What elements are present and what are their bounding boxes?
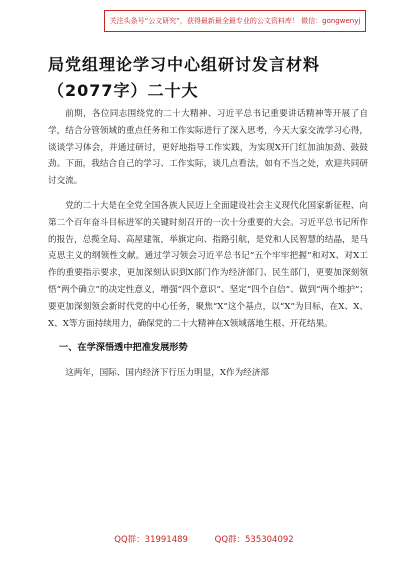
top-banner: 关注头条号“公文研究”，获得最新最全最专业的公文资料库！ 微信：gongwenyj: [104, 10, 366, 32]
paragraph: 党的二十大是在全党全国各族人民迈上全面建设社会主义现代化国家新征程、向第二个百年奋斗目标进军的关键时刻召开的一次十分重要的大会。习近平总书记所作的报告，总揽全局、高屋建瓴，举旗定向、指路引航，是党和人民智慧的结晶，是马克思主义的纲领性文献。通过学习领会习近平总书记“五个牢牢把握”和对X、对X工作的重要指示要求，更加深刻认识到X部门作为经济部门、民生部门，更要加深刻领悟“两个确立”的决定性意义，增强“四个意识”、坚定“四个自信”、做到“两个维护”；要更加深刻领会新时代党的中心任务，聚焦“X”这个基点，以“X”为目标，在X、X、X、X等方面持续用力，确保党的二十大精神在X领域落地生根、开花结果。: [48, 200, 368, 329]
paragraph: 这两年，国际、国内经济下行压力明显，X作为经济部: [65, 368, 269, 379]
paragraph: 前期，各位同志围绕党的二十大精神、习近平总书记重要讲话精神等开展了自学，结合分管领域的重点任务和工作实际进行了深入思考，今天大家交流学习心得，谈谈学习体会，并通过研讨，更好地指导工作实践，为实现X开门红加油加劲、鼓鼓劲。下面，我结合自己的学习、工作实际，谈几点看法，如有不当之处，欢迎共同研讨交流。: [48, 109, 368, 187]
section-heading: 一、在学深悟透中把准发展形势: [59, 342, 188, 354]
footer-qq-group-1: QQ群：31991489: [114, 535, 188, 545]
document-body: [48, 106, 368, 390]
footer: [0, 533, 408, 545]
document-title: 局党组理论学习中心组研讨发言材料（2077字）二十大: [48, 55, 321, 100]
footer-qq-group-2: QQ群：535304092: [214, 535, 294, 545]
